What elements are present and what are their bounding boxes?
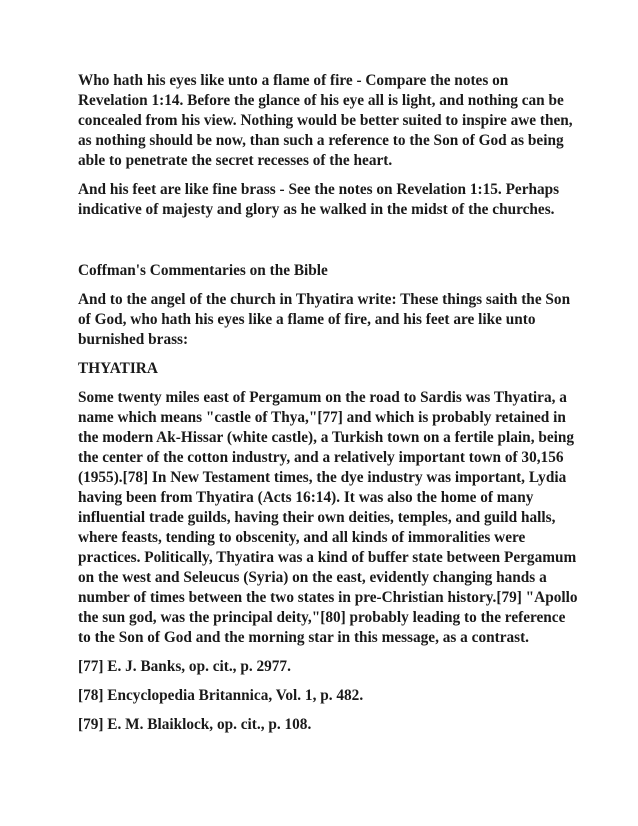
section-spacer [78,229,578,261]
document-page [78,71,578,744]
footnote-77: [77] E. J. Banks, op. cit., p. 2977. [78,658,291,675]
footnote-78: [78] Encyclopedia Britannica, Vol. 1, p. 482. [78,687,364,704]
subheading-thyatira: THYATIRA [78,360,158,377]
verse-text: And to the angel of the church in Thyatira write: These things saith the Son of God, who hath his eyes like a flame of fire, and his feet are like unto burnished brass: [78,291,571,348]
body-paragraph-thyatira: Some twenty miles east of Pergamum on the road to Sardis was Thyatira, a name which means "castle of Thya,"[77] and which is probably retained in the modern Ak-Hissar (white castle), a Turkish town on a fertile plain, being the center of the cotton industry, and a relatively important town of 30,156 (1955).[78] In New Testament times, the dye industry was important, Lydia having been from Thyatira (Acts 16:14). It was also the home of many influential trade guilds, having their own deities, temples, and guild halls, where feasts, tending to obscenity, and all kinds of immoralities were practices. Politically, Thyatira was a kind of buffer state between Pergamum on the west and Seleucus (Syria) on the east, evidently changing hands a number of times between the two states in pre-Christian history.[79] "Apollo the sun god, was the principal deity,"[80] probably leading to the reference to the Son of God and the morning star in this message, as a contrast. [78,389,578,646]
section-heading: Coffman's Commentaries on the Bible [78,262,328,279]
paragraph-feet-brass: And his feet are like fine brass - See the notes on Revelation 1:15. Perhaps indicative of majesty and glory as he walked in the midst of the churches. [78,181,560,218]
footnote-79: [79] E. M. Blaiklock, op. cit., p. 108. [78,716,312,733]
paragraph-eyes-flame: Who hath his eyes like unto a flame of fire - Compare the notes on Revelation 1:14. Before the glance of his eye all is light, and nothing can be concealed from his view. Nothing would be better suited to inspire awe then, as nothing should be now, than such a reference to the Son of God as being able to penetrate the secret recesses of the heart. [78,72,573,169]
